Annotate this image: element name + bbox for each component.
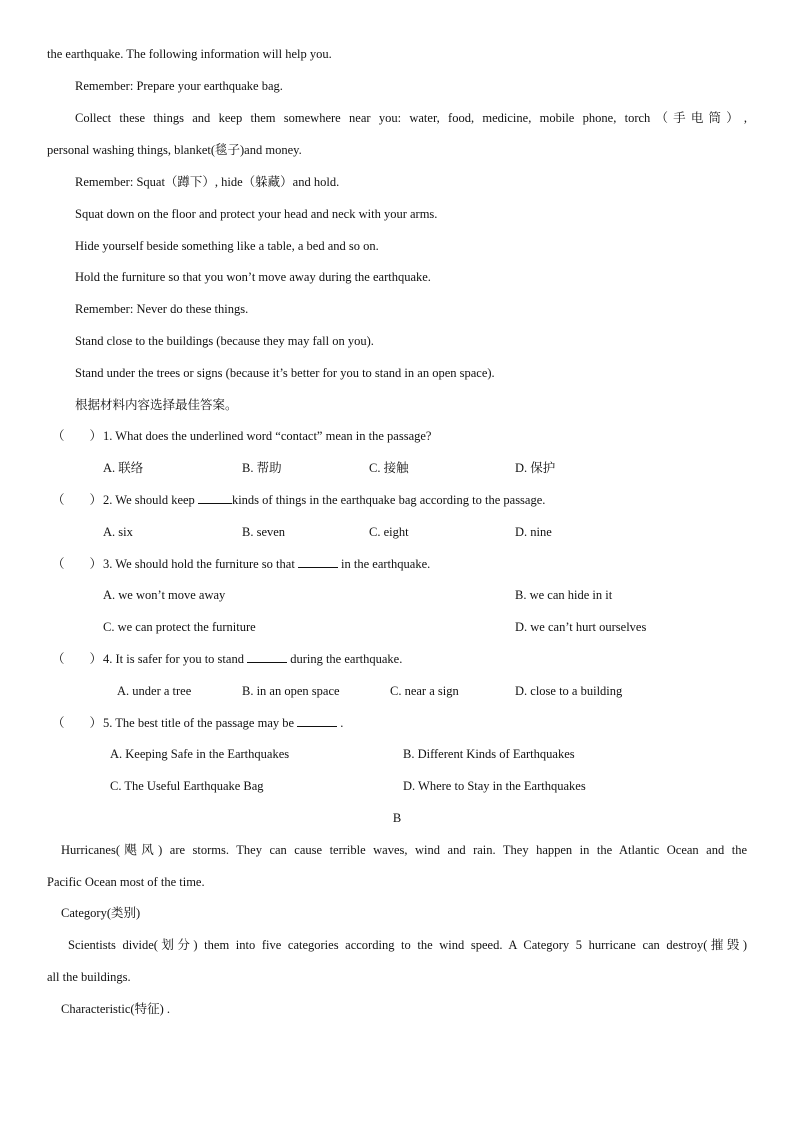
question-text: kinds of things in the earthquake bag according to the passage. bbox=[231, 493, 546, 507]
question-text: during the earthquake. bbox=[287, 652, 403, 666]
passage-line: Pacific Ocean most of the time. bbox=[47, 875, 205, 889]
question-text: 1. What does the underlined word “contact” mean in the passage? bbox=[103, 429, 432, 443]
passage-line: the earthquake. The following information will help you. bbox=[47, 47, 332, 61]
passage-line: Squat down on the floor and protect your head and neck with your arms. bbox=[75, 207, 438, 221]
option-b: B. 帮助 bbox=[242, 461, 282, 475]
section-heading: B bbox=[392, 811, 402, 825]
passage-line: Remember: Never do these things. bbox=[75, 302, 249, 316]
option-a: A. six bbox=[103, 525, 133, 539]
passage-line: personal washing things, blanket(毯子)and money. bbox=[47, 143, 302, 157]
option-c: C. The Useful Earthquake Bag bbox=[110, 779, 264, 793]
option-c: C. we can protect the furniture bbox=[103, 620, 256, 634]
passage-line: Hurricanes(飓风) are storms. They can cause terrible waves, wind and rain. They happen in the Atlantic Ocean and the bbox=[61, 843, 747, 857]
answer-blank bbox=[198, 492, 232, 504]
question-text: 3. We should hold the furniture so that bbox=[103, 557, 298, 571]
option-a: A. under a tree bbox=[117, 684, 192, 698]
option-a: A. 联络 bbox=[103, 461, 144, 475]
option-b: B. we can hide in it bbox=[515, 588, 613, 602]
option-d: D. close to a building bbox=[515, 684, 623, 698]
passage-line: Remember: Squat（蹲下）, hide（躲藏）and hold. bbox=[75, 175, 340, 189]
question-text: . bbox=[337, 716, 344, 730]
passage-line: Collect these things and keep them somewhere near you: water, food, medicine, mobile phone, torch（手电筒）, bbox=[75, 111, 747, 125]
answer-blank bbox=[297, 715, 337, 727]
option-d: D. Where to Stay in the Earthquakes bbox=[403, 779, 586, 793]
option-d: D. 保护 bbox=[515, 461, 556, 475]
passage-line: Hold the furniture so that you won’t move away during the earthquake. bbox=[75, 270, 431, 284]
question-text: 2. We should keep bbox=[103, 493, 198, 507]
option-a: A. Keeping Safe in the Earthquakes bbox=[110, 747, 290, 761]
passage-line: Stand close to the buildings (because they may fall on you). bbox=[75, 334, 374, 348]
passage-line: Scientists divide(划分) them into five categories according to the wind speed. A Category 5 hurricane can destroy(摧毁) bbox=[68, 938, 747, 952]
passage-line: all the buildings. bbox=[47, 970, 131, 984]
question-text: 5. The best title of the passage may be bbox=[103, 716, 298, 730]
subheading: Characteristic(特征) . bbox=[61, 1002, 170, 1016]
passage-line: Remember: Prepare your earthquake bag. bbox=[75, 79, 283, 93]
option-c: C. 接触 bbox=[369, 461, 409, 475]
subheading: Category(类别) bbox=[61, 906, 141, 920]
instruction-text: 根据材料内容选择最佳答案。 bbox=[75, 398, 238, 412]
option-b: B. seven bbox=[242, 525, 286, 539]
passage-line: Stand under the trees or signs (because it’s better for you to stand in an open space). bbox=[75, 366, 495, 380]
answer-paren: （ ） bbox=[52, 557, 103, 571]
answer-paren: （ ） bbox=[52, 493, 103, 507]
option-b: B. Different Kinds of Earthquakes bbox=[403, 747, 575, 761]
answer-blank bbox=[247, 651, 287, 663]
option-d: D. we can’t hurt ourselves bbox=[515, 620, 647, 634]
answer-paren: （ ） bbox=[52, 716, 103, 730]
option-c: C. near a sign bbox=[390, 684, 459, 698]
answer-blank bbox=[298, 556, 338, 568]
question-text: in the earthquake. bbox=[337, 557, 431, 571]
option-a: A. we won’t move away bbox=[103, 588, 226, 602]
answer-paren: （ ） bbox=[52, 652, 103, 666]
answer-paren: （ ） bbox=[52, 429, 103, 443]
option-c: C. eight bbox=[369, 525, 409, 539]
question-text: 4. It is safer for you to stand bbox=[103, 652, 248, 666]
passage-line: Hide yourself beside something like a table, a bed and so on. bbox=[75, 239, 379, 253]
option-d: D. nine bbox=[515, 525, 552, 539]
option-b: B. in an open space bbox=[242, 684, 340, 698]
